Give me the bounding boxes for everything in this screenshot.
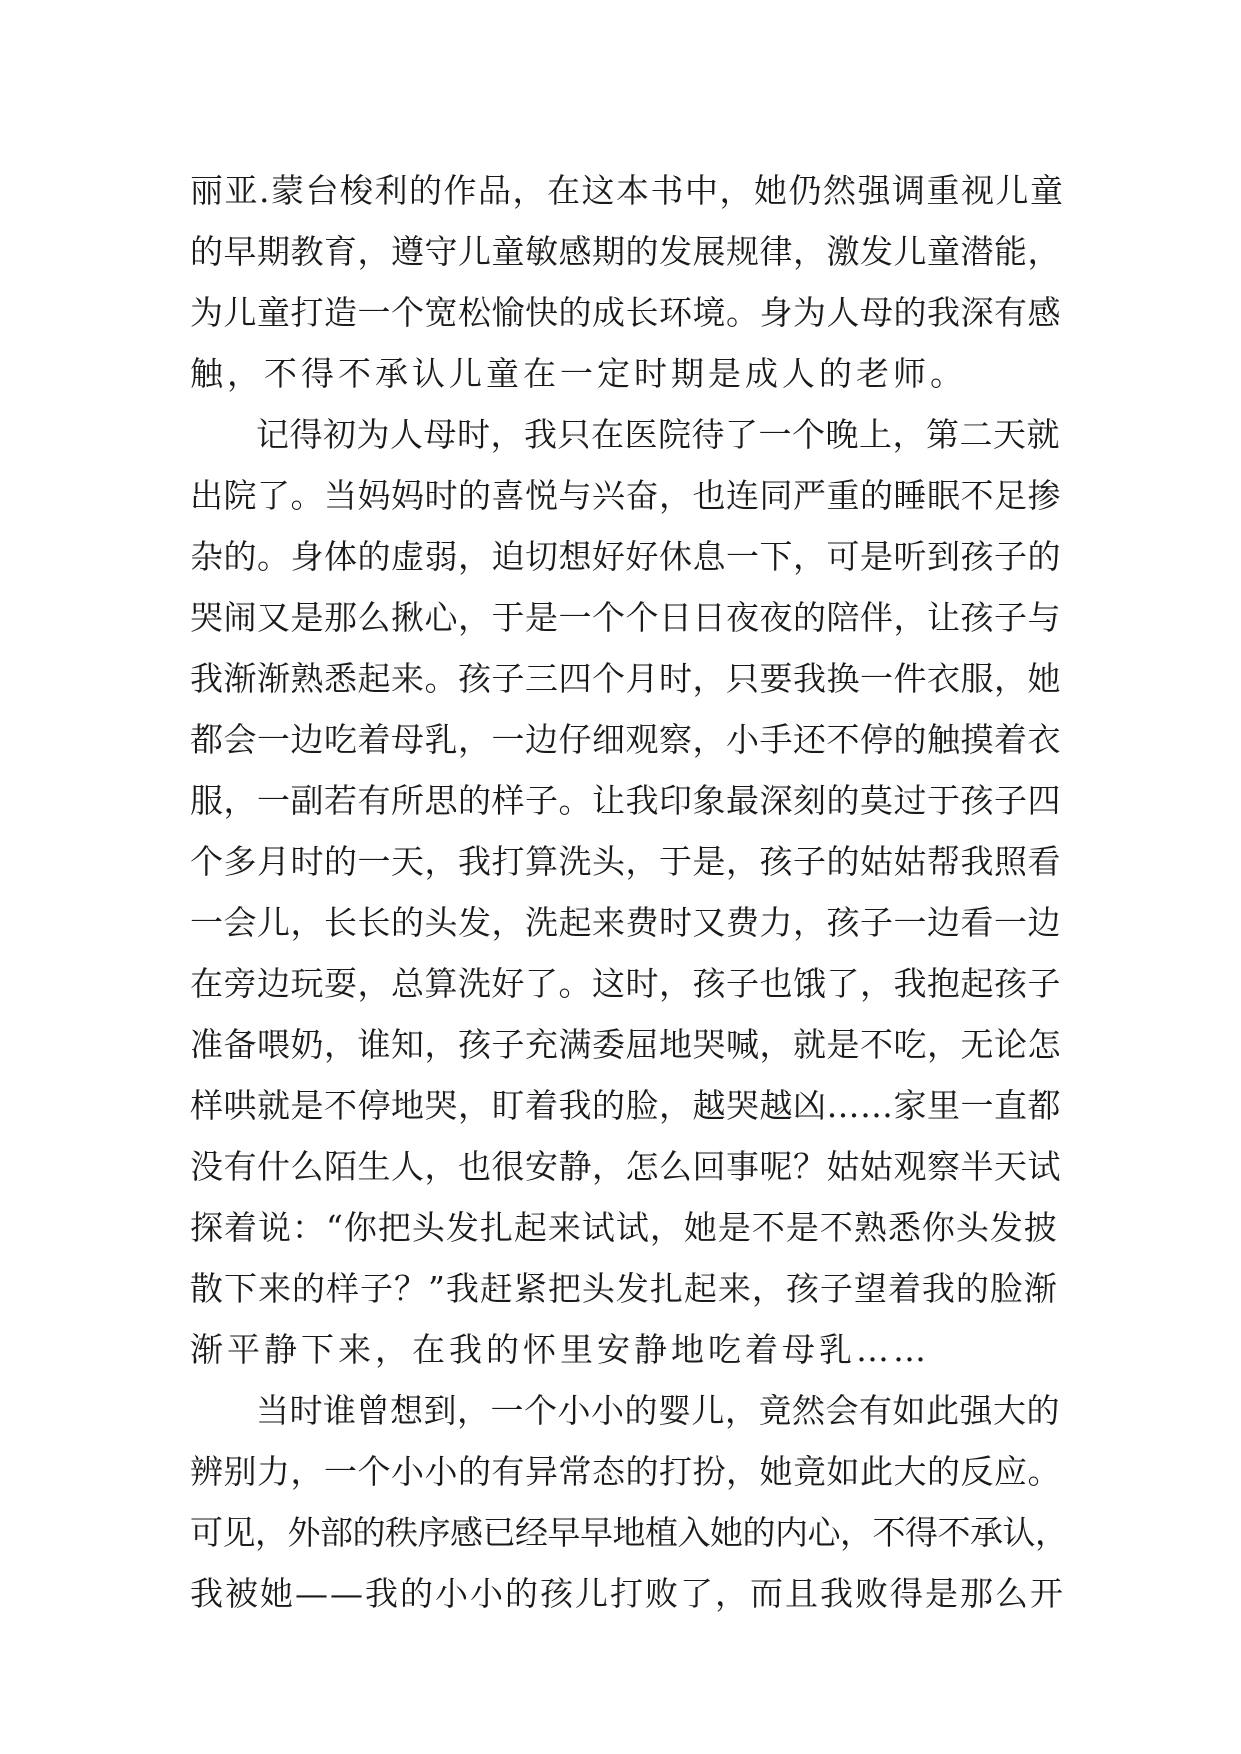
text-line: 一会儿，长长的头发，洗起来费时又费力，孩子一边看一边 [190,903,1061,942]
text-line: 出院了。当妈妈时的喜悦与兴奋，也连同严重的睡眠不足掺 [190,476,1061,515]
text-line: 我渐渐熟悉起来。孩子三四个月时，只要我换一件衣服，她 [190,659,1061,698]
text-line: 的早期教育，遵守儿童敏感期的发展规律，激发儿童潜能， [190,232,1061,271]
text-line: 丽亚.蒙台梭利的作品，在这本书中，她仍然强调重视儿童 [190,171,1065,210]
text-line: 探着说：“你把头发扎起来试试，她是不是不熟悉你头发披 [190,1208,1058,1247]
text-line: 辨别力，一个小小的有异常态的打扮，她竟如此大的反应。 [190,1452,1061,1491]
text-line: 服，一副若有所思的样子。让我印象最深刻的莫过于孩子四 [190,781,1061,820]
text-line: 可见，外部的秩序感已经早早地植入她的内心，不得不承认， [190,1513,1068,1552]
text-line: 样哄就是不停地哭，盯着我的脸，越哭越凶……家里一直都 [190,1086,1061,1125]
text-line: 没有什么陌生人，也很安静，怎么回事呢？姑姑观察半天试 [190,1147,1061,1186]
text-line: 个多月时的一天，我打算洗头，于是，孩子的姑姑帮我照看 [190,842,1061,881]
text-line: 都会一边吃着母乳，一边仔细观察，小手还不停的触摸着衣 [190,720,1061,759]
text-line: 杂的。身体的虚弱，迫切想好好休息一下，可是听到孩子的 [190,537,1061,576]
text-line: 渐平静下来，在我的怀里安静地吃着母乳…… [190,1330,930,1369]
text-line: 在旁边玩耍，总算洗好了。这时，孩子也饿了，我抱起孩子 [190,964,1061,1003]
text-line: 准备喂奶，谁知，孩子充满委屈地哭喊，就是不吃，无论怎 [190,1025,1061,1064]
text-line: 散下来的样子？”我赶紧把头发扎起来，孩子望着我的脸渐 [190,1269,1058,1308]
text-line: 为儿童打造一个宽松愉快的成长环境。身为人母的我深有感 [190,293,1061,332]
text-line: 我被她——我的小小的孩儿打败了，而且我败得是那么开 [190,1574,1065,1613]
body-text [190,160,1070,1624]
text-line: 哭闹又是那么揪心，于是一个个日日夜夜的陪伴，让孩子与 [190,598,1061,637]
paragraph-start-line: 当时谁曾想到，一个小小的婴儿，竟然会有如此强大的 [256,1391,1060,1430]
paragraph-start-line: 记得初为人母时，我只在医院待了一个晚上，第二天就 [256,415,1060,454]
text-line: 触，不得不承认儿童在一定时期是成人的老师。 [190,354,967,393]
